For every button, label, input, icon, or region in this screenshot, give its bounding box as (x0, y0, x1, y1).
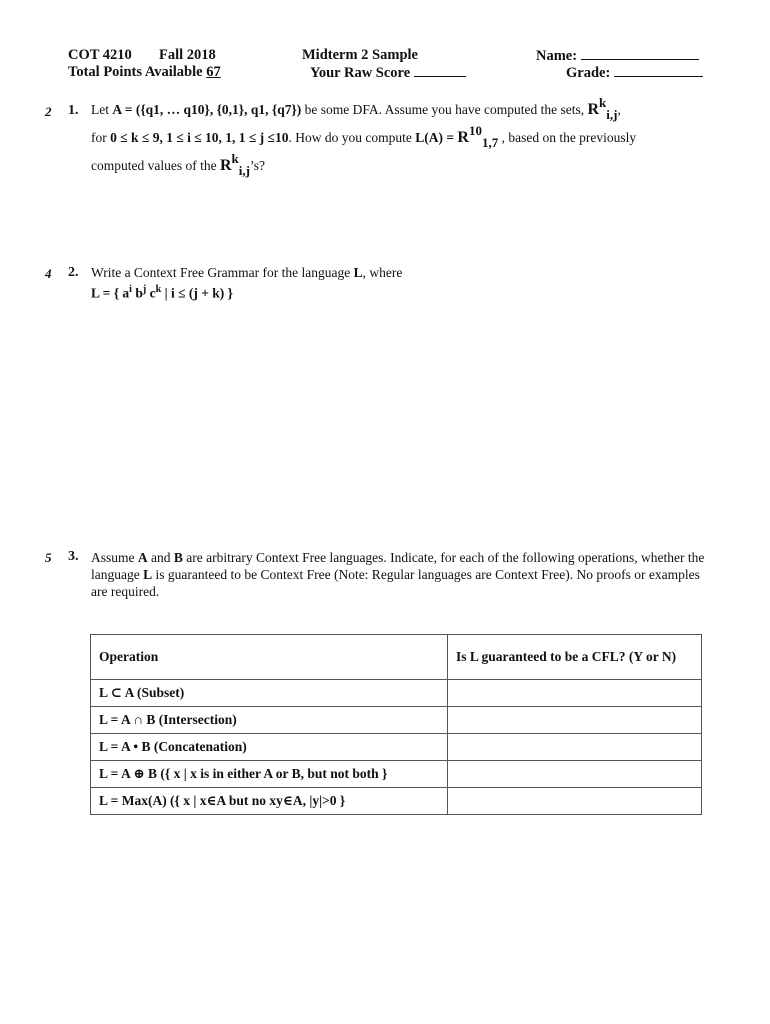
q1-l2-post: , based on the previously (501, 130, 637, 145)
total-points-value: 67 (206, 64, 221, 80)
q1-R3: R (219, 157, 232, 174)
q1-17: 1,7 (481, 135, 499, 150)
q1-l2-pre: for (91, 130, 107, 145)
answer-cell[interactable] (448, 788, 702, 815)
op-intersection: L = A ∩ B (Intersection) (91, 707, 448, 734)
name-label: Name: (536, 48, 578, 64)
q1-l1-post: be some DFA. Assume you have computed the sets, (304, 102, 585, 117)
q1-ij3: i,j (238, 163, 250, 178)
table-row (91, 734, 702, 761)
answer-cell[interactable] (448, 761, 702, 788)
table-header-row (91, 635, 702, 680)
table-row (91, 788, 702, 815)
col-operation-header: Operation (91, 635, 448, 680)
exam-title: Midterm 2 Sample (302, 47, 418, 63)
q1-l2-mid: . How do you compute (288, 130, 412, 145)
q2-points: 4 (45, 266, 52, 281)
op-subset: L ⊂ A (Subset) (91, 680, 448, 707)
q2-number: 2. (68, 265, 79, 280)
q1-l1-pre: Let (91, 102, 109, 117)
answer-cell[interactable] (448, 680, 702, 707)
total-points-label: Total Points Available (68, 64, 203, 80)
total-points (68, 64, 221, 81)
raw-score-label: Your Raw Score (310, 65, 411, 81)
table-row (91, 707, 702, 734)
term: Fall 2018 (159, 47, 216, 63)
op-xor: L = A ⊕ B ({ x | x is in either A or B, but not both } (91, 761, 448, 788)
op-max: L = Max(A) ({ x | x∈A but no xy∈A, |y|>0 } (91, 788, 448, 815)
q1-range: 0 ≤ k ≤ 9, 1 ≤ i ≤ 10, 1, 1 ≤ j ≤10 (110, 130, 289, 145)
answer-cell[interactable] (448, 707, 702, 734)
q2-l1-post: , where (362, 265, 403, 280)
q2-text (91, 265, 402, 281)
q1-R2: R (457, 129, 469, 146)
q1-number: 1. (68, 103, 79, 118)
table-row (91, 680, 702, 707)
q1-comma: , (617, 102, 621, 117)
q1-l3-post: ’s? (249, 158, 265, 173)
q1-dfa: A = ({q1, … q10}, {0,1}, q1, {q7}) (112, 102, 302, 117)
raw-score-blank[interactable] (414, 64, 466, 77)
name-field (536, 47, 699, 65)
raw-score (310, 64, 466, 82)
table-row (91, 761, 702, 788)
grade-label: Grade: (566, 65, 611, 81)
course-code: COT 4210 (68, 47, 132, 63)
q2-L: L (353, 265, 363, 280)
q1-text (91, 96, 711, 180)
name-blank[interactable] (581, 47, 699, 60)
q1-R: R (587, 101, 600, 118)
q2-language: L = { $a^i$ $b^j$ $c^k$ | i ≤ (j + k) } (91, 284, 233, 301)
q3-text: Assume A and B are arbitrary Context Free languages. Indicate, for each of the following operations, whether the language L is guaranteed to be Context Free (Note: Regular languages are Context Free). No proofs or examples are required. (91, 550, 705, 599)
q1-k3: k (231, 151, 239, 166)
answer-cell[interactable] (448, 734, 702, 761)
cfl-operations-table (90, 634, 702, 815)
q1-points: 2 (45, 104, 52, 119)
q1-ij: i,j (606, 107, 618, 122)
q3-number: 3. (68, 549, 79, 564)
q1-k: k (599, 95, 607, 110)
q3-points: 5 (45, 550, 52, 565)
grade-field (566, 64, 703, 82)
col-cfl-header: Is L guaranteed to be a CFL? (Y or N) (448, 635, 702, 680)
grade-blank[interactable] (614, 64, 703, 77)
q1-LA: L(A) = (415, 130, 458, 145)
op-concatenation: L = A • B (Concatenation) (91, 734, 448, 761)
q1-ten: 10 (468, 123, 482, 138)
q2-l1-pre: Write a Context Free Grammar for the language (91, 265, 351, 280)
q1-l3-pre: computed values of the (91, 158, 217, 173)
